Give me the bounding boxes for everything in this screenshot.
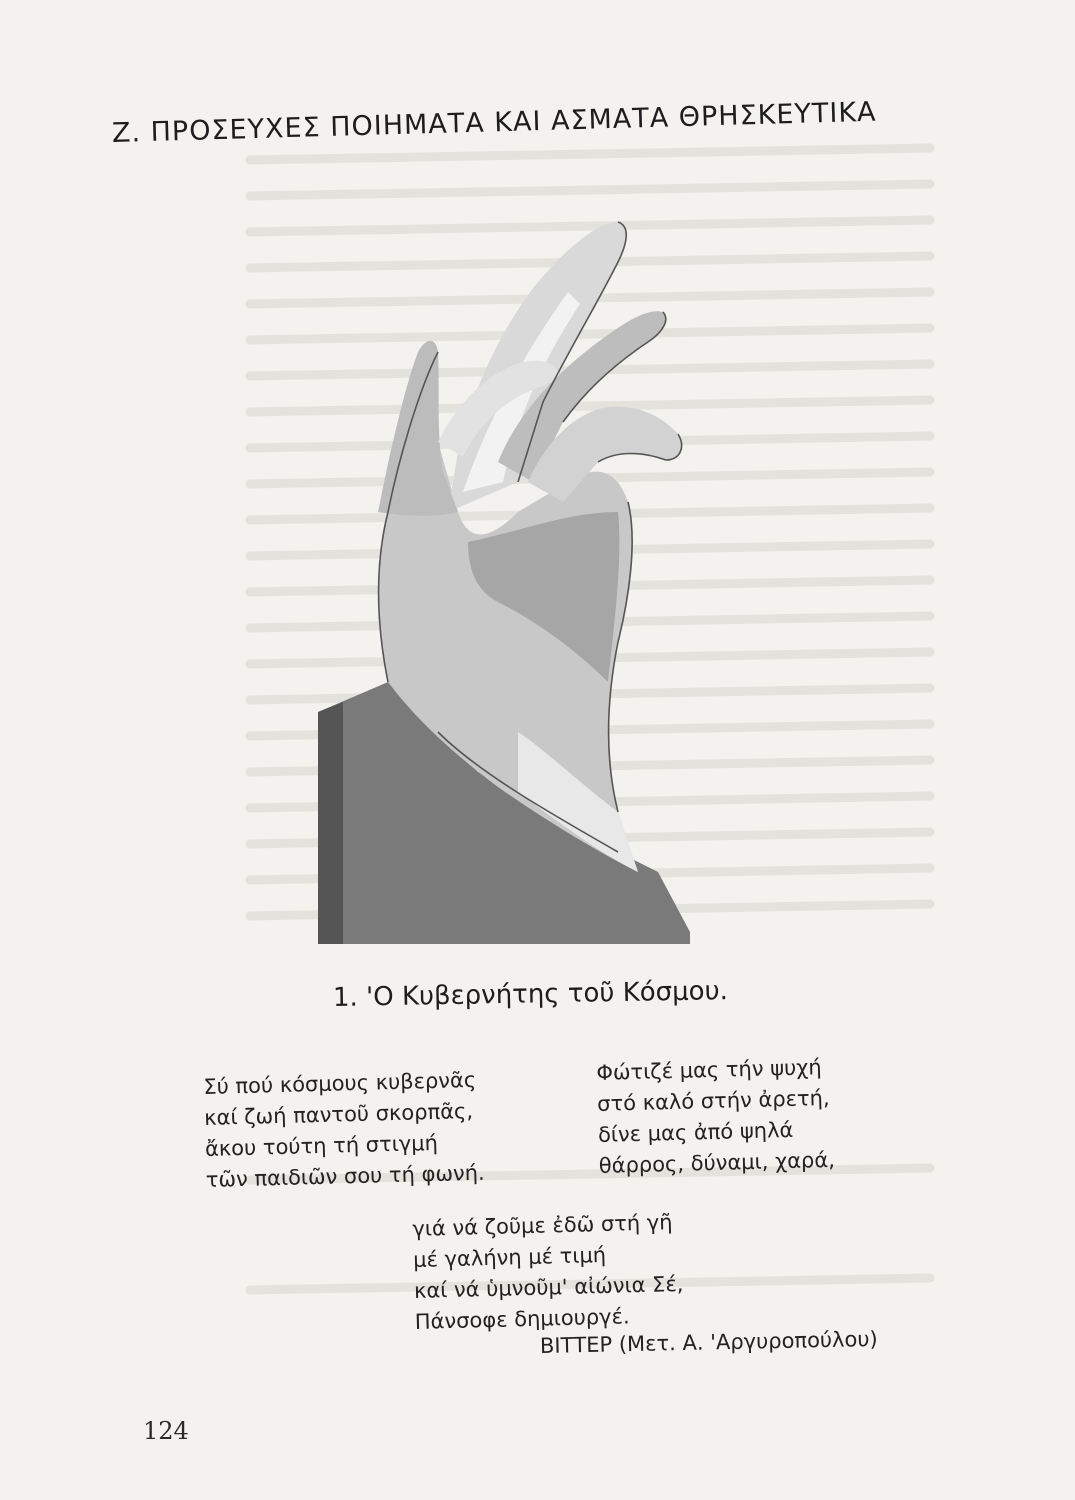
poem-stanza-3 xyxy=(412,1207,685,1338)
poem-attribution: ΒΙΤΤΕΡ (Μετ. Α. 'Αργυροπούλου) xyxy=(539,1326,878,1358)
verse-line: Φώτιζέ μας τήν ψυχή xyxy=(596,1055,822,1085)
verse-line: καί νά ὑμνοῦμ' αἰώνια Σέ, xyxy=(413,1271,684,1303)
verse-line: μέ γαλήνη μέ τιμή xyxy=(412,1242,607,1272)
poem-title: 1. 'Ο Κυβερνήτης τοῦ Κόσμου. xyxy=(332,976,729,1013)
section-heading: Ζ. ΠΡΟΣΕΥΧΕΣ ΠΟΙΗΜΑΤΑ ΚΑΙ ΑΣΜΑΤΑ ΘΡΗΣΚΕΥΤΙΚΑ xyxy=(111,96,877,149)
poem-stanza-1 xyxy=(203,1065,485,1196)
verse-line: γιά νά ζοῦμε ἐδῶ στή γῆ xyxy=(412,1210,673,1241)
verse-line: τῶν παιδιῶν σου τή φωνή. xyxy=(205,1160,485,1192)
verse-line: θάρρος, δύναμι, χαρά, xyxy=(598,1147,836,1178)
verse-line: δίνε μας ἀπό ψηλά xyxy=(597,1117,794,1147)
verse-line: Σύ πού κόσμους κυβερνᾶς xyxy=(203,1067,477,1099)
page-number: 124 xyxy=(143,1417,189,1445)
verse-line: ἄκου τούτη τή στιγμή xyxy=(204,1130,439,1161)
verse-line: Πάνσοφε δημιουργέ. xyxy=(414,1304,630,1334)
verse-line: καί ζωή παντοῦ σκορπᾶς, xyxy=(203,1098,474,1130)
verse-line: στό καλό στήν ἀρετή, xyxy=(596,1085,830,1116)
poem-stanza-2 xyxy=(596,1052,835,1182)
hand-illustration xyxy=(318,212,690,944)
